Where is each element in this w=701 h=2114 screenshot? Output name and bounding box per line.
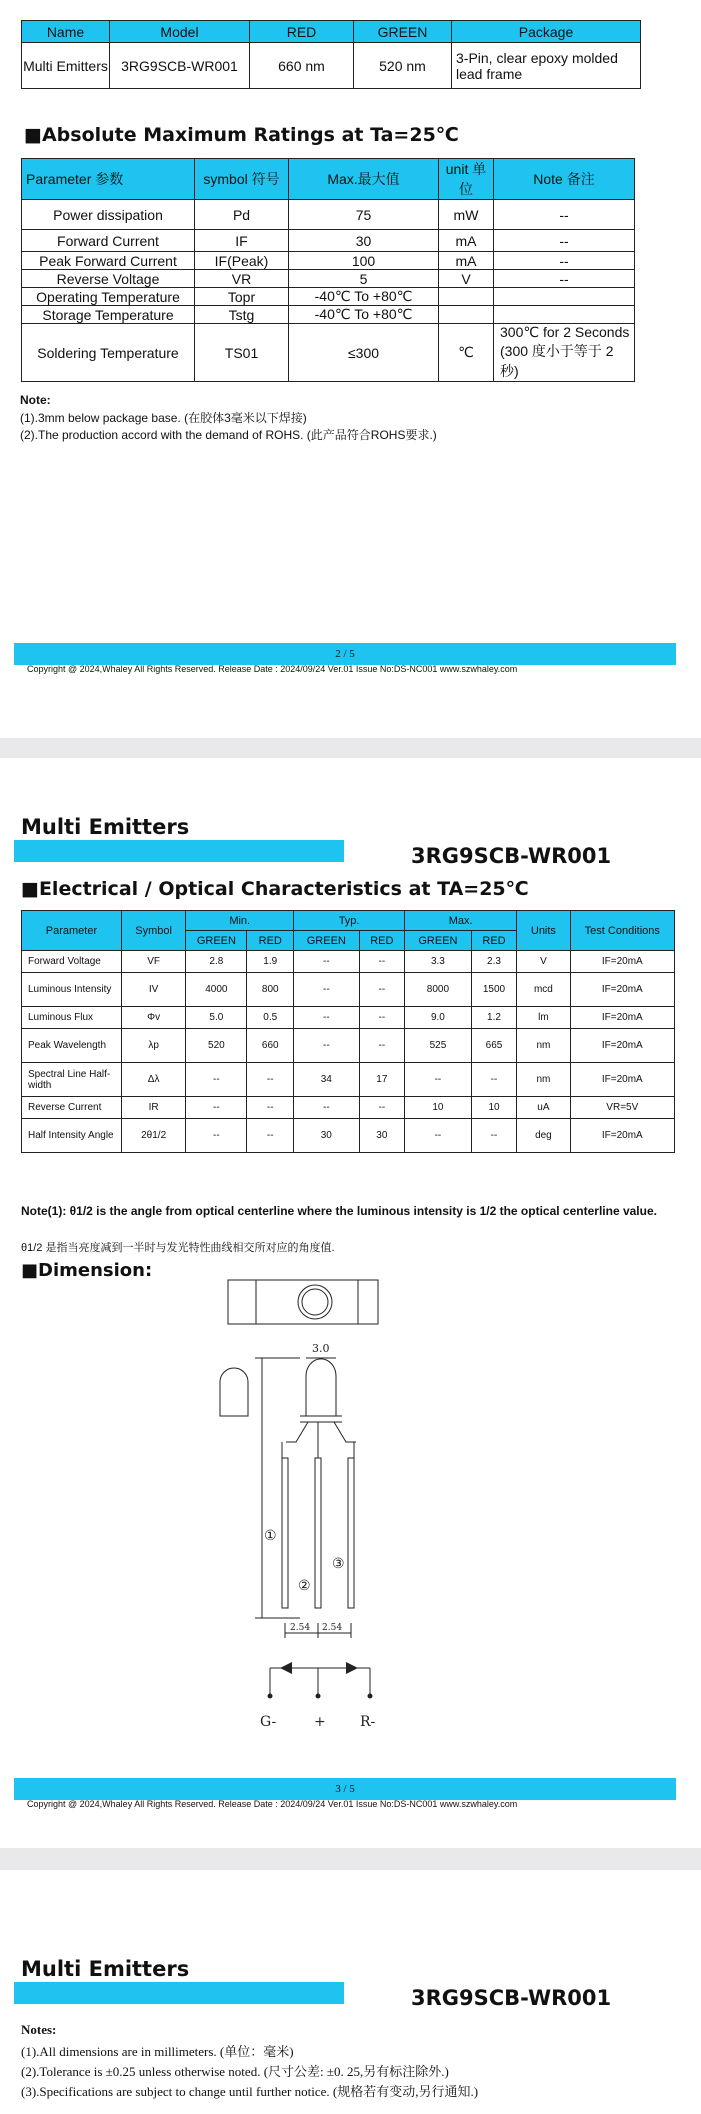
table-cell: 5.0: [186, 1007, 247, 1029]
table-cell: IF=20mA: [570, 1029, 674, 1063]
table-cell: --: [494, 200, 635, 230]
table-cell: mA: [439, 230, 494, 252]
table-row: [22, 1063, 675, 1097]
led-dome: [306, 1359, 336, 1416]
abs-ratings-table: [21, 158, 635, 382]
dim-label-2-54-right: 2.54: [322, 1623, 343, 1633]
header-max-red: RED: [471, 931, 517, 951]
diode-green-icon: [280, 1662, 292, 1674]
lead-1: [282, 1458, 288, 1608]
title-bar: [14, 1982, 344, 2004]
table-cell: Storage Temperature: [22, 306, 195, 324]
pin-2-label: ②: [298, 1578, 311, 1594]
table-row: [22, 306, 635, 324]
table-cell: nm: [517, 1029, 570, 1063]
table-cell: --: [471, 1063, 517, 1097]
table-cell: ≤300: [289, 324, 439, 382]
page-gap: [0, 738, 701, 758]
table-cell: --: [405, 1063, 472, 1097]
table-cell: mW: [439, 200, 494, 230]
table-cell: mA: [439, 252, 494, 270]
table-row: [22, 1007, 675, 1029]
terminal-label-r: R-: [360, 1714, 376, 1730]
table-cell: 30: [294, 1119, 360, 1153]
abs-table-header: [22, 159, 635, 200]
cell-model: 3RG9SCB-WR001: [110, 43, 250, 89]
table-cell: ℃: [439, 324, 494, 382]
table-cell: 800: [247, 973, 294, 1007]
table-row: [22, 230, 635, 252]
table-cell: Peak Wavelength: [22, 1029, 122, 1063]
header-max: Max.最大值: [289, 159, 439, 200]
footer-copyright: Copyright @ 2024,Whaley All Rights Reserved. Release Date : 2024/09/24 Ver.01 Issue No:DS-NC001 www.szwhaley.com: [27, 1799, 518, 1809]
table-cell: Half Intensity Angle: [22, 1119, 122, 1153]
eo-header-row-1: [22, 911, 675, 931]
table-cell: Operating Temperature: [22, 288, 195, 306]
table-cell: --: [359, 1007, 405, 1029]
table-cell: 30: [359, 1119, 405, 1153]
table-cell: [494, 306, 635, 324]
lead-left-bend: [286, 1422, 308, 1442]
table-row: [22, 43, 641, 89]
table-cell: [439, 288, 494, 306]
table-cell: --: [359, 1029, 405, 1063]
table-cell: Φv: [121, 1007, 185, 1029]
table-cell: Forward Voltage: [22, 951, 122, 973]
table-cell: --: [247, 1119, 294, 1153]
table-cell: 1.2: [471, 1007, 517, 1029]
header-parameter: Parameter 参数: [22, 159, 195, 200]
header-name: Name: [22, 21, 110, 43]
header-min: Min.: [186, 911, 294, 931]
lead-2: [315, 1458, 321, 1608]
pin-1-label: ①: [264, 1528, 277, 1544]
table-cell: Pd: [195, 200, 289, 230]
doc-title: Multi Emitters: [21, 815, 190, 839]
header-symbol: symbol 符号: [195, 159, 289, 200]
table-cell: IV: [121, 973, 185, 1007]
table-row: [22, 252, 635, 270]
cell-red: 660 nm: [250, 43, 354, 89]
table-cell: --: [294, 973, 360, 1007]
dimension-heading: ■Dimension:: [21, 1260, 153, 1281]
dim-label-2-54-left: 2.54: [290, 1623, 311, 1633]
table-cell: Spectral Line Half-width: [22, 1063, 122, 1097]
table-cell: 660: [247, 1029, 294, 1063]
table-cell: --: [247, 1063, 294, 1097]
header-test: Test Conditions: [570, 911, 674, 951]
table-cell: deg: [517, 1119, 570, 1153]
table-cell: IF=20mA: [570, 1063, 674, 1097]
table-cell: IR: [121, 1097, 185, 1119]
table-cell: --: [359, 951, 405, 973]
top-view-lens: [298, 1285, 332, 1319]
table-cell: Soldering Temperature: [22, 324, 195, 382]
diode-red-icon: [346, 1662, 358, 1674]
table-cell: --: [494, 252, 635, 270]
notes-line-3: (3).Specifications are subject to change until further notice. (规格若有变动,另行通知.): [21, 2084, 479, 2099]
pin-3-label: ③: [332, 1556, 345, 1572]
table-cell: Topr: [195, 288, 289, 306]
table-cell: 520: [186, 1029, 247, 1063]
table-cell: --: [247, 1097, 294, 1119]
table-row: [22, 200, 635, 230]
doc-model: 3RG9SCB-WR001: [411, 1986, 612, 2010]
table-cell: 2θ1/2: [121, 1119, 185, 1153]
header-typ-red: RED: [359, 931, 405, 951]
cell-name: Multi Emitters: [22, 43, 110, 89]
table-cell: --: [405, 1119, 472, 1153]
terminal-dot: [368, 1694, 373, 1699]
table-cell: 9.0: [405, 1007, 472, 1029]
table-row: [22, 324, 635, 382]
table-row: [22, 951, 675, 973]
header-max: Max.: [405, 911, 517, 931]
note-1-text: Note(1): θ1/2 is the angle from optical centerline where the luminous intensity is 1/2 the optical centerline value.: [21, 1204, 657, 1218]
table-cell: 665: [471, 1029, 517, 1063]
table-cell: Δλ: [121, 1063, 185, 1097]
table-cell: 525: [405, 1029, 472, 1063]
cell-package: 3-Pin, clear epoxy molded lead frame: [452, 43, 641, 89]
top-view-outline: [228, 1280, 378, 1324]
table-cell: --: [294, 951, 360, 973]
table-cell: 3.3: [405, 951, 472, 973]
title-bar: [14, 840, 344, 862]
table-cell: 1.9: [247, 951, 294, 973]
note-1: [21, 1204, 681, 1219]
header-red: RED: [250, 21, 354, 43]
table-cell: TS01: [195, 324, 289, 382]
table-row: [22, 1119, 675, 1153]
table-cell: nm: [517, 1063, 570, 1097]
notes-title: Notes:: [21, 2022, 57, 2037]
table-cell: 17: [359, 1063, 405, 1097]
table-cell: --: [294, 1097, 360, 1119]
note-line-2: (2).The production accord with the demand of ROHS. (此产品符合ROHS要求.): [20, 428, 437, 442]
table-cell: 34: [294, 1063, 360, 1097]
dim-label-3-0: 3.0: [312, 1342, 330, 1355]
table-cell: 30: [289, 230, 439, 252]
footer-page-number: 2 / 5: [14, 643, 676, 665]
table-cell: IF=20mA: [570, 951, 674, 973]
table-cell: [439, 306, 494, 324]
table-cell: 2.8: [186, 951, 247, 973]
table-cell: 300℃ for 2 Seconds (300 度小于等于 2 秒): [494, 324, 635, 382]
table-cell: --: [186, 1063, 247, 1097]
table-row: [22, 973, 675, 1007]
header-units: Units: [517, 911, 570, 951]
led-body: [220, 1368, 248, 1416]
header-parameter: Parameter: [22, 911, 122, 951]
table-cell: -40℃ To +80℃: [289, 288, 439, 306]
table-cell: Forward Current: [22, 230, 195, 252]
note-title: Note:: [20, 393, 51, 407]
page-gap: [0, 1848, 701, 1870]
header-green: GREEN: [354, 21, 452, 43]
table-cell: IF=20mA: [570, 1007, 674, 1029]
terminal-label-plus: +: [314, 1714, 326, 1730]
table-cell: --: [294, 1007, 360, 1029]
table-cell: 8000: [405, 973, 472, 1007]
footer-copyright: Copyright @ 2024,Whaley All Rights Reserved. Release Date : 2024/09/24 Ver.01 Issue No:DS-NC001 www.szwhaley.com: [27, 664, 518, 674]
terminal-dot: [316, 1694, 321, 1699]
table-cell: V: [439, 270, 494, 288]
table-cell: Reverse Voltage: [22, 270, 195, 288]
header-min-green: GREEN: [186, 931, 247, 951]
table-cell: uA: [517, 1097, 570, 1119]
table-cell: λp: [121, 1029, 185, 1063]
table-cell: --: [186, 1097, 247, 1119]
table-cell: Power dissipation: [22, 200, 195, 230]
abs-heading: ■Absolute Maximum Ratings at Ta=25℃: [24, 124, 459, 146]
table-row: [22, 1029, 675, 1063]
table-cell: Peak Forward Current: [22, 252, 195, 270]
doc-model: 3RG9SCB-WR001: [411, 844, 612, 868]
lead-right-bend: [334, 1422, 356, 1442]
footer-page-number: 3 / 5: [14, 1778, 676, 1800]
table-cell: 10: [405, 1097, 472, 1119]
header-max-green: GREEN: [405, 931, 472, 951]
header-typ-green: GREEN: [294, 931, 360, 951]
header-note: Note 备注: [494, 159, 635, 200]
table-cell: IF(Peak): [195, 252, 289, 270]
notes-line-1: (1).All dimensions are in millimeters. (单位：毫米): [21, 2044, 294, 2059]
table-cell: 4000: [186, 973, 247, 1007]
table-row: [22, 1097, 675, 1119]
table-cell: --: [186, 1119, 247, 1153]
table-cell: --: [494, 230, 635, 252]
table-cell: IF: [195, 230, 289, 252]
page-4: [0, 1870, 701, 2114]
eo-heading: ■Electrical / Optical Characteristics at TA=25℃: [21, 878, 529, 900]
doc-title: Multi Emitters: [21, 1957, 190, 1981]
table-cell: 1500: [471, 973, 517, 1007]
header-package: Package: [452, 21, 641, 43]
model-table: [21, 20, 641, 89]
table-cell: 2.3: [471, 951, 517, 973]
table-cell: --: [471, 1119, 517, 1153]
note-line-1: (1).3mm below package base. (在胶体3毫米以下焊接): [20, 411, 307, 425]
table-cell: V: [517, 951, 570, 973]
header-symbol: Symbol: [121, 911, 185, 951]
header-typ: Typ.: [294, 911, 405, 931]
table-cell: 10: [471, 1097, 517, 1119]
table-cell: VF: [121, 951, 185, 973]
table-cell: --: [359, 1097, 405, 1119]
table-cell: VR: [195, 270, 289, 288]
table-cell: Luminous Flux: [22, 1007, 122, 1029]
header-model: Model: [110, 21, 250, 43]
table-cell: 5: [289, 270, 439, 288]
model-table-header: [22, 21, 641, 43]
header-min-red: RED: [247, 931, 294, 951]
cell-green: 520 nm: [354, 43, 452, 89]
table-cell: mcd: [517, 973, 570, 1007]
terminal-dot: [268, 1694, 273, 1699]
header-unit: unit 单位: [439, 159, 494, 200]
table-cell: IF=20mA: [570, 973, 674, 1007]
table-cell: 75: [289, 200, 439, 230]
table-cell: lm: [517, 1007, 570, 1029]
page-2: [0, 0, 701, 738]
table-cell: --: [359, 973, 405, 1007]
page-3: [0, 758, 701, 1848]
table-cell: IF=20mA: [570, 1119, 674, 1153]
table-cell: --: [294, 1029, 360, 1063]
table-cell: -40℃ To +80℃: [289, 306, 439, 324]
top-view-lens-inner: [302, 1289, 328, 1315]
eo-table: [21, 910, 675, 1153]
dimension-drawing: [200, 1278, 460, 1738]
notes-line-2: (2).Tolerance is ±0.25 unless otherwise noted. (尺寸公差: ±0. 25,另有标注除外.): [21, 2064, 449, 2079]
note-1-cn: θ1/2 是指当亮度减到一半时与发光特性曲线相交所对应的角度值.: [21, 1242, 335, 1254]
table-cell: Reverse Current: [22, 1097, 122, 1119]
table-cell: [494, 288, 635, 306]
lead-3: [348, 1458, 354, 1608]
table-row: [22, 288, 635, 306]
table-cell: Tstg: [195, 306, 289, 324]
table-cell: Luminous Intensity: [22, 973, 122, 1007]
table-cell: 100: [289, 252, 439, 270]
table-cell: 0.5: [247, 1007, 294, 1029]
table-cell: VR=5V: [570, 1097, 674, 1119]
table-row: [22, 270, 635, 288]
terminal-label-g: G-: [260, 1714, 277, 1730]
table-cell: --: [494, 270, 635, 288]
